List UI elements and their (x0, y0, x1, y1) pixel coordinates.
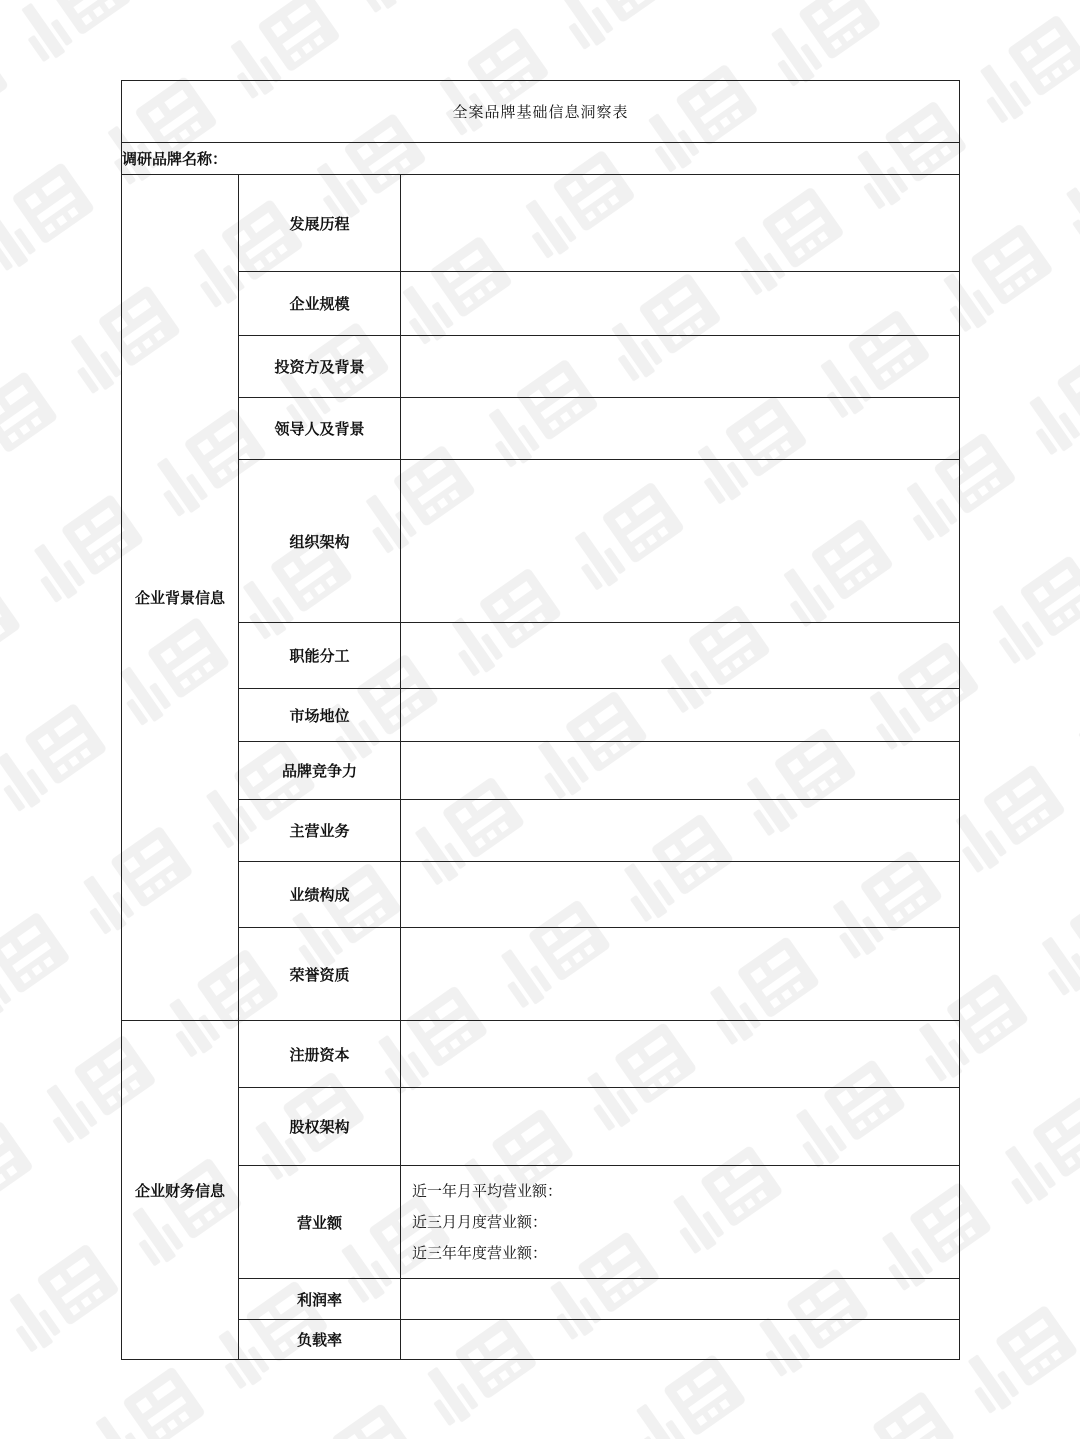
brand-insight-form (121, 80, 960, 1360)
row-label-equity-structure: 股权架构 (239, 1088, 401, 1166)
registered-capital-value[interactable] (401, 1021, 960, 1088)
row-label-profit-margin: 利润率 (239, 1279, 401, 1320)
form-title: 全案品牌基础信息洞察表 (122, 81, 960, 143)
main-business-value[interactable] (401, 800, 960, 862)
development-history-value[interactable] (401, 175, 960, 272)
section-company-background: 企业背景信息 (122, 175, 239, 1021)
row-label-org-structure: 组织架构 (239, 460, 401, 623)
row-label-main-business: 主营业务 (239, 800, 401, 862)
row-label-development-history: 发展历程 (239, 175, 401, 272)
performance-value[interactable] (401, 862, 960, 928)
row-label-company-scale: 企业规模 (239, 272, 401, 336)
row-label-market-position: 市场地位 (239, 689, 401, 742)
brand-name-field[interactable]: 调研品牌名称： (122, 143, 960, 175)
revenue-line-last-three-years: 近三年年度营业额： (412, 1243, 548, 1262)
row-label-registered-capital: 注册资本 (239, 1021, 401, 1088)
investors-value[interactable] (401, 336, 960, 398)
section-company-finance: 企业财务信息 (122, 1021, 239, 1360)
row-label-functions: 职能分工 (239, 623, 401, 689)
revenue-line-last-three-months: 近三月月度营业额： (412, 1212, 548, 1231)
brand-competitiveness-value[interactable] (401, 742, 960, 800)
company-scale-value[interactable] (401, 272, 960, 336)
row-label-honors: 荣誉资质 (239, 928, 401, 1021)
equity-structure-value[interactable] (401, 1088, 960, 1166)
row-label-revenue: 营业额 (239, 1166, 401, 1279)
profit-margin-value[interactable] (401, 1279, 960, 1320)
honors-value[interactable] (401, 928, 960, 1021)
leaders-value[interactable] (401, 398, 960, 460)
functions-value[interactable] (401, 623, 960, 689)
row-label-leaders: 领导人及背景 (239, 398, 401, 460)
revenue-line-monthly-avg: 近一年月平均营业额： (412, 1181, 563, 1200)
org-structure-value[interactable] (401, 460, 960, 623)
revenue-value[interactable] (401, 1166, 960, 1279)
row-label-brand-competitiveness: 品牌竞争力 (239, 742, 401, 800)
row-label-load-rate: 负载率 (239, 1320, 401, 1360)
market-position-value[interactable] (401, 689, 960, 742)
row-label-performance: 业绩构成 (239, 862, 401, 928)
load-rate-value[interactable] (401, 1320, 960, 1360)
row-label-investors: 投资方及背景 (239, 336, 401, 398)
